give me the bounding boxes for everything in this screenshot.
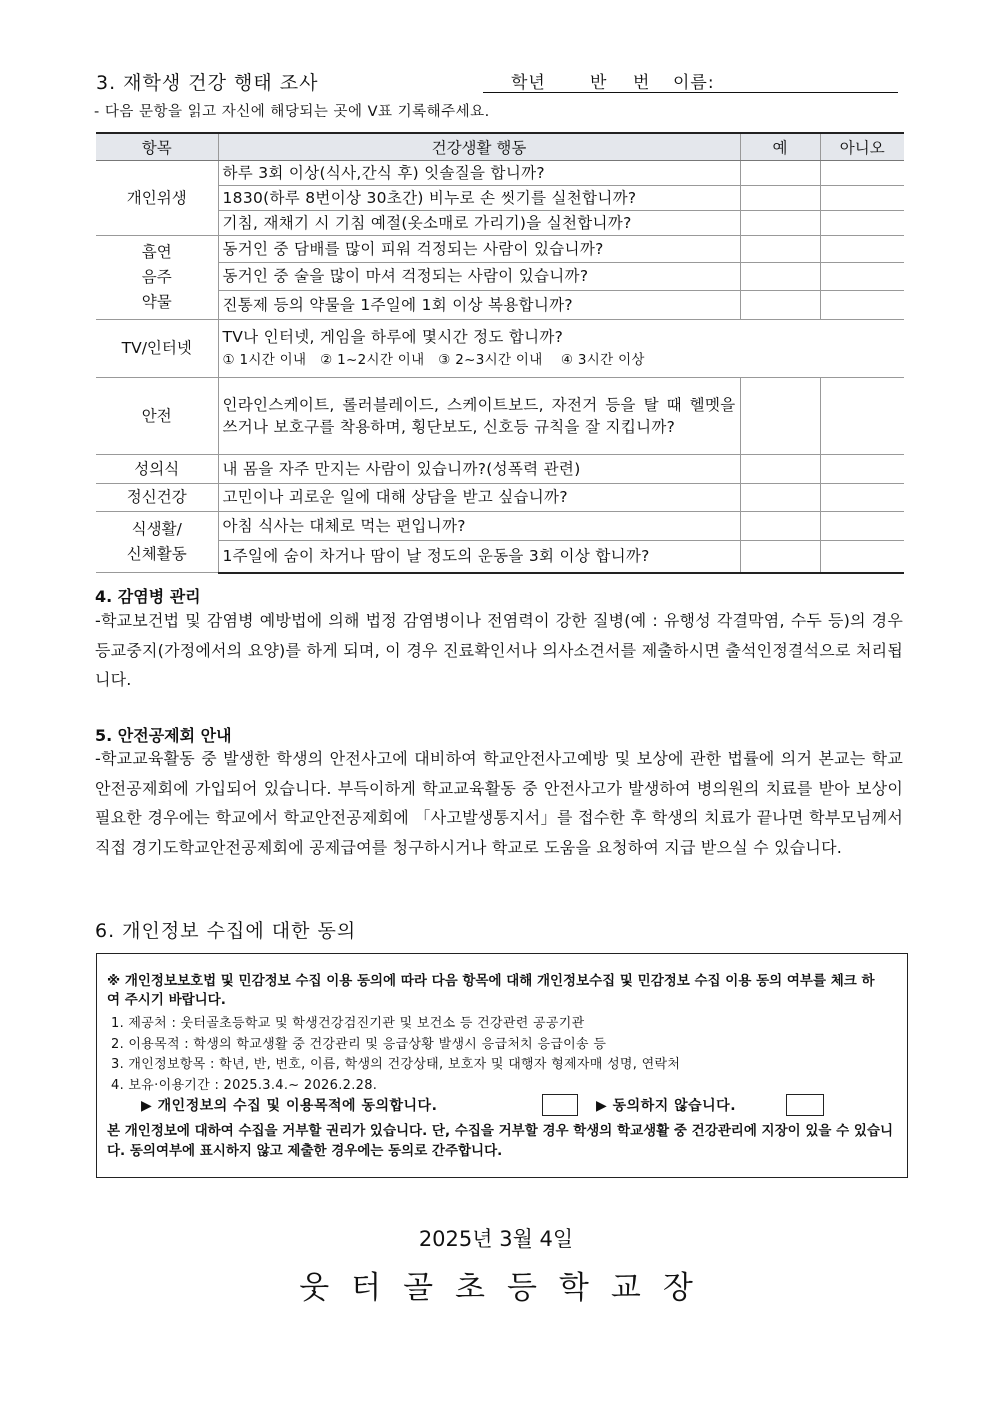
table-row: [96, 455, 904, 484]
category-line: 흡연: [141, 243, 172, 262]
yes-cell[interactable]: [740, 512, 820, 541]
student-info-line[interactable]: [483, 68, 898, 93]
question-text: 고민이나 괴로운 일에 대해 상담을 받고 싶습니까?: [218, 484, 740, 512]
consent-footer: 본 개인정보에 대하여 수집을 거부할 권리가 있습니다. 단, 수집을 거부할 경우 학생의 학교생활 중 건강관리에 지장이 있을 수 있습니다. 동의여부에 표시하지 않고 제출한 경우에는 동의로 간주합니다.: [107, 1123, 894, 1159]
section4-body: -학교보건법 및 감염병 예방법에 의해 법정 감염병이나 전염력이 강한 질병(예 : 유행성 각결막염, 수두 등)의 경우 등교중지(가정에서의 요양)를 하게 되며, 이 경우 진료확인서나 의사소견서를 제출하시면 출석인정결석으로 처리됩니다.: [95, 611, 903, 689]
no-cell[interactable]: [820, 161, 904, 186]
no-cell[interactable]: [820, 186, 904, 211]
section6-title: 6. 개인정보 수집에 대한 동의: [95, 920, 357, 942]
no-cell[interactable]: [820, 378, 904, 455]
consent-notice: ※ 개인정보보호법 및 민감정보 수집 이용 동의에 따라 다음 항목에 대해 개인정보수집 및 민감정보 수집 이용 동의 여부를 체크 하여 주시기 바랍니다.: [107, 973, 875, 1008]
yes-cell[interactable]: [740, 541, 820, 573]
consent-items: [111, 1014, 680, 1096]
yes-cell[interactable]: [740, 378, 820, 455]
yes-cell[interactable]: [740, 211, 820, 236]
table-row: [96, 320, 904, 378]
category-safety: 안전: [96, 378, 218, 455]
table-row: [96, 484, 904, 512]
category-line: 음주: [141, 268, 172, 287]
category-line: 식생활/: [131, 520, 182, 539]
question-text: 아침 식사는 대체로 먹는 편입니까?: [218, 512, 740, 541]
table-row: [96, 161, 904, 186]
header-no: 아니오: [820, 133, 904, 161]
name-label: 이름:: [673, 73, 715, 93]
table-row: [96, 512, 904, 541]
no-cell[interactable]: [820, 211, 904, 236]
number-label: 번: [633, 73, 651, 93]
table-row: [96, 541, 904, 573]
category-hygiene: 개인위생: [96, 161, 218, 236]
question-text: 기침, 재채기 시 기침 예절(옷소매로 가리기)을 실천합니까?: [218, 211, 740, 236]
table-row: [96, 291, 904, 320]
tv-options[interactable]: ① 1시간 이내 ② 1~2시간 이내 ③ 2~3시간 이내 ④ 3시간 이상: [222, 351, 645, 368]
consent-item: 3. 개인정보항목 : 학년, 반, 번호, 이름, 학생의 건강상태, 보호자 및 대행자 형제자매 성명, 연락처: [111, 1057, 681, 1072]
consent-item: 4. 보유·이용기간 : 2025.3.4.~ 2026.2.28.: [111, 1077, 378, 1093]
section5-title: 5. 안전공제회 안내: [95, 726, 232, 745]
class-label: 반: [590, 73, 608, 93]
header-yes: 예: [740, 133, 820, 161]
question-text: 동거인 중 담배를 많이 피워 걱정되는 사람이 있습니까?: [218, 236, 740, 263]
question-text: 하루 3회 이상(식사,간식 후) 잇솔질을 합니까?: [218, 161, 740, 186]
category-sex: 성의식: [96, 455, 218, 484]
no-cell[interactable]: [820, 455, 904, 484]
no-cell[interactable]: [820, 484, 904, 512]
header-category: 항목: [96, 133, 218, 161]
health-survey-table: [96, 132, 904, 574]
category-mental: 정신건강: [96, 484, 218, 512]
yes-cell[interactable]: [740, 236, 820, 263]
yes-cell[interactable]: [740, 291, 820, 320]
yes-cell[interactable]: [740, 263, 820, 291]
section3-title: 3. 재학생 건강 행태 조사: [96, 72, 319, 94]
disagree-label: ▶ 동의하지 않습니다.: [596, 1098, 737, 1114]
principal-signature: 웃터골초등학교장: [299, 1270, 715, 1306]
table-row: [96, 378, 904, 455]
table-row: [96, 186, 904, 211]
header-behavior: 건강생활 행동: [218, 133, 740, 161]
question-text: 1830(하루 8번이상 30초간) 비누로 손 씻기를 실천합니까?: [218, 186, 740, 211]
survey-instruction: - 다음 문항을 읽고 자신에 해당되는 곳에 V표 기록해주세요.: [94, 104, 490, 120]
no-cell[interactable]: [820, 236, 904, 263]
question-text: 내 몸을 자주 만지는 사람이 있습니까?(성폭력 관련): [218, 455, 740, 484]
table-row: [96, 263, 904, 291]
section4-title: 4. 감염병 관리: [95, 587, 201, 606]
consent-box: [96, 953, 908, 1178]
section5-body: -학교교육활동 중 발생한 학생의 안전사고에 대비하여 학교안전사고예방 및 보상에 관한 법률에 의거 본교는 학교 안전공제회에 가입되어 있습니다. 부득이하게 학교교육활동 중 안전사고가 발생하여 병의원의 치료를 받아 보상이 필요한 경우에는 학교에서 학교안전공제회에 「사고발생통지서」를 접수한 후 학생의 치료가 끝나면 학부모님께서 직접 경기도학교안전공제회에 공제급여를 청구하시거나 학교로 도움을 요청하여 지급 받으실 수 있습니다.: [95, 749, 903, 857]
agree-label: ▶ 개인정보의 수집 및 이용목적에 동의합니다.: [141, 1098, 438, 1114]
category-tv: TV/인터넷: [96, 320, 218, 378]
question-text: 진통제 등의 약물을 1주일에 1회 이상 복용합니까?: [218, 291, 740, 320]
tv-question: TV나 인터넷, 게임을 하루에 몇시간 정도 합니까?: [222, 328, 564, 347]
yes-cell[interactable]: [740, 161, 820, 186]
question-text: 1주일에 숨이 차거나 땀이 날 정도의 운동을 3회 이상 합니까?: [218, 541, 740, 573]
yes-cell[interactable]: [740, 186, 820, 211]
question-text: [218, 320, 904, 378]
category-substance: [96, 236, 218, 320]
document-date: 2025년 3월 4일: [418, 1227, 574, 1251]
question-text: 인라인스케이트, 롤러블레이드, 스케이트보드, 자전거 등을 탈 때 헬멧을 쓰거나 보호구를 착용하며, 횡단보도, 신호등 규칙을 잘 지킵니까?: [218, 378, 740, 455]
disagree-checkbox[interactable]: [786, 1094, 824, 1116]
yes-cell[interactable]: [740, 455, 820, 484]
no-cell[interactable]: [820, 541, 904, 573]
agree-checkbox[interactable]: [542, 1094, 578, 1116]
no-cell[interactable]: [820, 512, 904, 541]
category-diet: [96, 512, 218, 573]
category-line: 약물: [141, 292, 172, 311]
table-row: [96, 236, 904, 263]
no-cell[interactable]: [820, 263, 904, 291]
table-header-row: [96, 133, 904, 161]
consent-item: 1. 제공처 : 웃터골초등학교 및 학생건강검진기관 및 보건소 등 건강관련 공공기관: [111, 1016, 585, 1031]
yes-cell[interactable]: [740, 484, 820, 512]
consent-item: 2. 이용목적 : 학생의 학교생활 중 건강관리 및 응급상황 발생시 응급처치 응급이송 등: [111, 1036, 607, 1052]
grade-label: 학년: [511, 73, 546, 93]
table-row: [96, 211, 904, 236]
category-line: 신체활동: [126, 545, 187, 563]
question-text: 동거인 중 술을 많이 마셔 걱정되는 사람이 있습니까?: [218, 263, 740, 291]
no-cell[interactable]: [820, 291, 904, 320]
